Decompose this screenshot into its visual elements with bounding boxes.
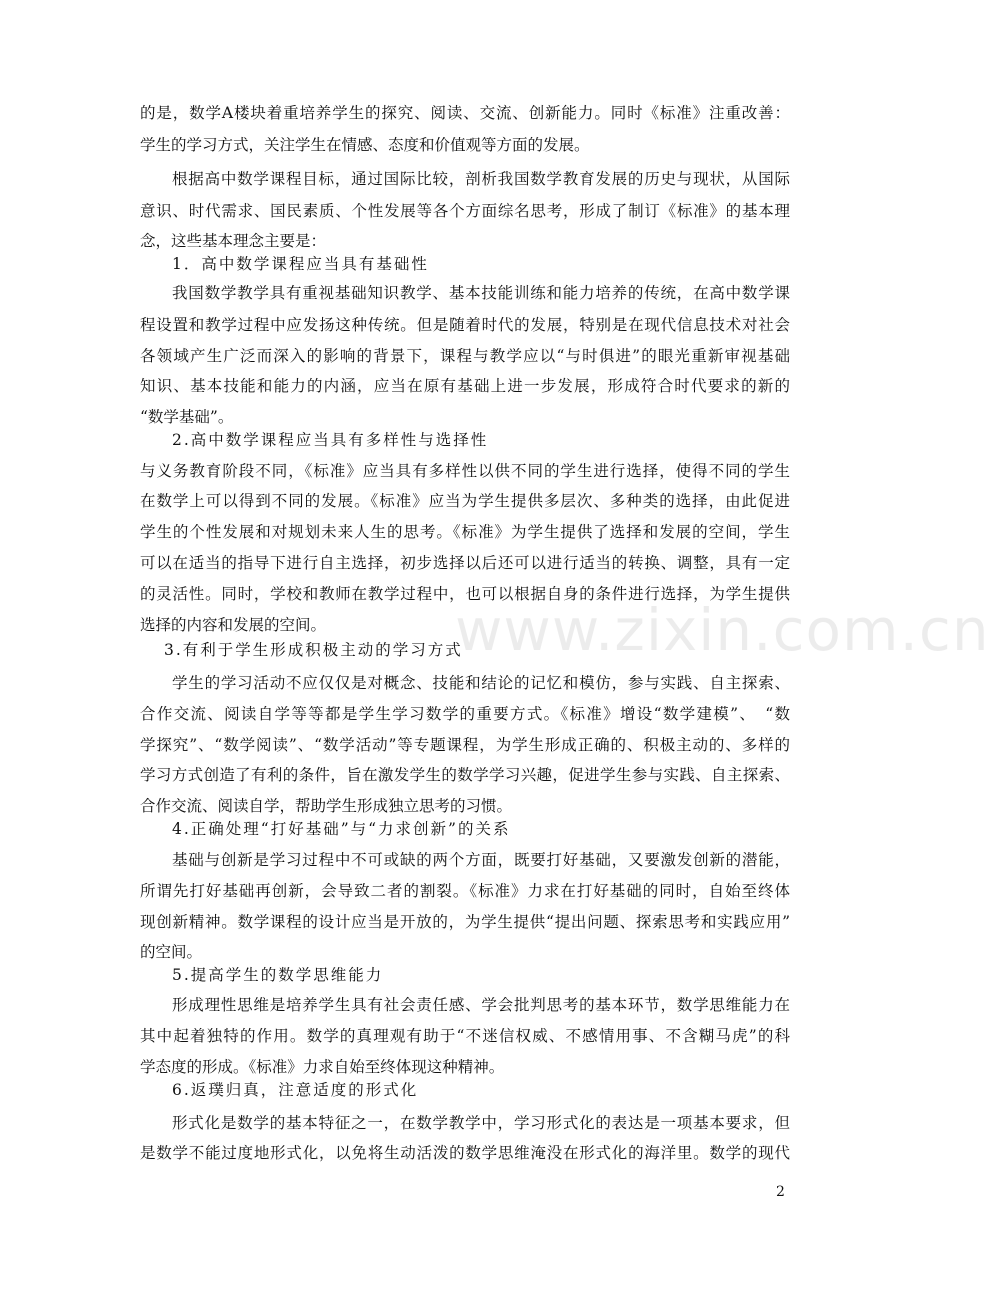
section-heading-3: 3.有利于学生形成积极主动的学习方式 [164,641,463,659]
body-line: 所谓先打好基础再创新，会导致二者的割裂。《标准》力求在打好基础的同时，自始至终体 [140,882,790,900]
body-line: 学生的个性发展和对规划未来人生的思考。《标准》为学生提供了选择和发展的空间，学生 [140,523,790,541]
body-line: 念，这些基本理念主要是： [140,232,327,250]
body-line: 与义务教育阶段不同，《标准》应当具有多样性以供不同的学生进行选择，使得不同的学生 [140,462,790,480]
body-line: “数学基础”。 [140,408,234,426]
body-line: 选择的内容和发展的空间。 [140,616,327,634]
watermark-text: www.zixin.com.cn [455,596,990,664]
body-line: 现创新精神。数学课程的设计应当是开放的，为学生提供“提出问题、探索思考和实践应用” [140,913,790,931]
body-line: 合作交流、阅读自学等等都是学生学习数学的重要方式。《标准》增设“数学建模”、 “数 [140,705,790,723]
page-number: 2 [776,1184,785,1200]
body-line: 基础与创新是学习过程中不可或缺的两个方面，既要打好基础，又要激发创新的潜能， [172,851,790,869]
body-line: 各领域产生广泛而深入的影响的背景下，课程与教学应以“与时俱进”的眼光重新审视基础 [140,347,790,365]
body-line: 的是，数学A楼块着重培养学生的探究、阅读、交流、创新能力。同时《标准》注重改善： [140,104,790,122]
body-line: 的灵活性。同时，学校和教师在教学过程中，也可以根据自身的条件进行选择，为学生提供 [140,585,790,603]
section-heading-1: 1．高中数学课程应当具有基础性 [172,255,429,273]
body-line: 可以在适当的指导下进行自主选择，初步选择以后还可以进行适当的转换、调整，具有一定 [140,554,790,572]
section-heading-6: 6.返璞归真，注意适度的形式化 [172,1081,419,1099]
body-line: 其中起着独特的作用。数学的真理观有助于“不迷信权威、不感情用事、不含糊马虎”的科 [140,1027,790,1045]
body-line: 学生的学习活动不应仅仅是对概念、技能和结论的记忆和模仿，参与实践、自主探索、 [172,674,790,692]
body-line: 形成理性思维是培养学生具有社会责任感、学会批判思考的基本环节，数学思维能力在 [172,996,790,1014]
body-line: 合作交流、阅读自学，帮助学生形成独立思考的习惯。 [140,797,513,815]
body-line: 根据高中数学课程目标，通过国际比较，剖析我国数学教育发展的历史与现状，从国际 [172,170,790,188]
body-line: 学生的学习方式，关注学生在情感、态度和价值观等方面的发展。 [140,136,590,154]
body-line: 学探究”、“数学阅读”、“数学活动”等专题课程，为学生形成正确的、积极主动的、多样的 [140,736,790,754]
body-line: 程设置和教学过程中应发扬这种传统。但是随着时代的发展，特别是在现代信息技术对社会 [140,316,790,334]
section-heading-2: 2.高中数学课程应当具有多样性与选择性 [172,431,489,449]
body-line: 在数学上可以得到不同的发展。《标准》应当为学生提供多层次、多种类的选择，由此促进 [140,492,790,510]
body-line: 知识、基本技能和能力的内涵，应当在原有基础上进一步发展，形成符合时代要求的新的 [140,377,790,395]
body-line: 学习方式创造了有利的条件，旨在激发学生的数学学习兴趣，促进学生参与实践、自主探索、 [140,766,790,784]
body-line: 学态度的形成。《标准》力求自始至终体现这种精神。 [140,1058,505,1076]
body-line: 是数学不能过度地形式化，以免将生动活泼的数学思维淹没在形式化的海洋里。数学的现代 [140,1144,790,1162]
section-heading-5: 5.提高学生的数学思维能力 [172,966,384,984]
body-line: 意识、时代需求、国民素质、个性发展等各个方面综名思考，形成了制订《标准》的基本理 [140,202,790,220]
body-line: 我国数学教学具有重视基础知识教学、基本技能训练和能力培养的传统，在高中数学课 [172,284,790,302]
section-heading-4: 4.正确处理“打好基础”与“力求创新”的关系 [172,820,511,838]
body-line: 形式化是数学的基本特征之一，在数学教学中，学习形式化的表达是一项基本要求，但 [172,1114,790,1132]
body-line: 的空间。 [140,943,203,961]
